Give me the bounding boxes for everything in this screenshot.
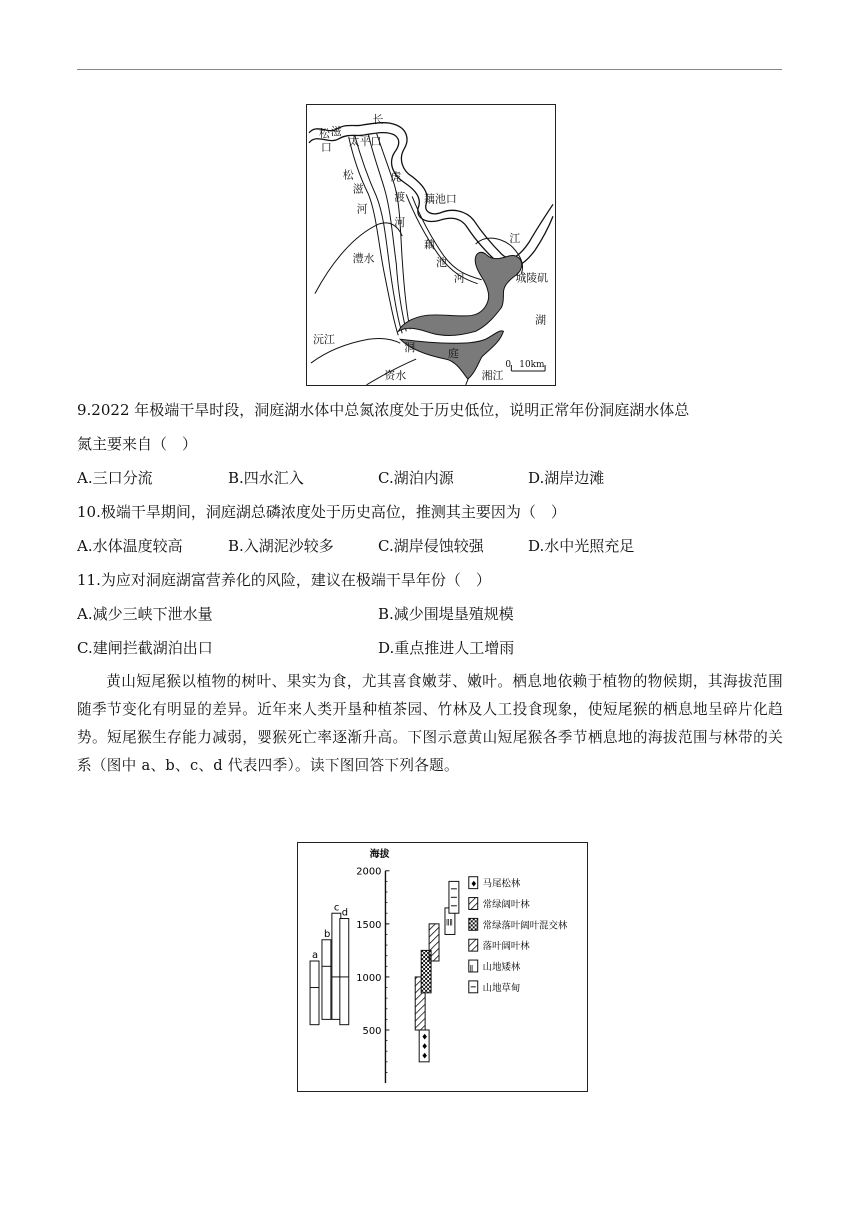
question-10-line1: 10.极端干旱期间，洞庭湖总磷浓度处于历史高位，推测其主要因为（ ） <box>77 503 566 521</box>
scale-zero: 0 <box>505 360 512 371</box>
label-song: 松 <box>342 168 354 182</box>
legend-label-1: 常绿阔叶林 <box>482 899 530 911</box>
season-bar-d <box>340 919 349 1025</box>
shrub-mark: ǁǁ <box>445 918 453 927</box>
label-taipingkou: 太平口 <box>348 134 382 148</box>
dongting-lake-map <box>306 104 556 386</box>
label-songzikou-2: 滋 <box>330 124 342 138</box>
pine-mark: ♦ <box>421 1051 429 1061</box>
pine-mark: ♦ <box>421 1041 429 1051</box>
label-dong: 洞 <box>404 341 416 355</box>
season-bar-a <box>310 961 319 1025</box>
label-yuanjiang: 沅江 <box>312 333 335 347</box>
q10-option-d: D.水中光照充足 <box>528 537 635 555</box>
passage <box>77 668 783 780</box>
label-hu-lake: 湖 <box>535 313 547 327</box>
label-songzikou-3: 口 <box>320 140 332 154</box>
legend-label-4: 山地矮林 <box>482 961 521 973</box>
q10-option-c: C.湖岸侵蚀较强 <box>378 537 484 555</box>
label-he3: 河 <box>453 271 465 285</box>
q9-option-a: A.三口分流 <box>77 469 153 487</box>
season-label-a: a <box>312 950 319 962</box>
legend-pine-mark: ♦ <box>470 879 478 889</box>
legend-swatch-1 <box>469 898 478 910</box>
legend-swatch-3 <box>469 939 478 951</box>
q10-option-b: B.入湖泥沙较多 <box>228 537 334 555</box>
y-tick-label: 2000 <box>356 866 382 878</box>
label-hu: 虎 <box>390 170 402 184</box>
legend-swatch-2 <box>469 918 478 930</box>
map-svg <box>307 105 555 385</box>
forest-belt-3 <box>429 924 439 961</box>
legend-label-2: 常绿落叶阔叶混交林 <box>482 920 568 932</box>
q11-option-b: B.减少围堤垦殖规模 <box>378 605 514 623</box>
altitude-chart <box>297 842 588 1092</box>
label-xiangjiang: 湘江 <box>481 368 504 382</box>
season-label-d: d <box>341 907 349 919</box>
label-zishui: 资水 <box>384 368 407 382</box>
q11-option-c: C.建闸拦截湖泊出口 <box>77 639 213 657</box>
label-lishui: 澧水 <box>352 251 375 265</box>
label-ou: 藕 <box>424 237 435 251</box>
label-ting: 庭 <box>447 347 459 361</box>
scale-km: 10km <box>519 360 545 371</box>
header-rule <box>77 69 782 70</box>
season-label-c: c <box>333 902 340 914</box>
label-ouchikou: 藕池口 <box>424 192 457 206</box>
y-tick-label: 500 <box>362 1025 382 1037</box>
passage-text: 黄山短尾猴以植物的树叶、果实为食，尤其喜食嫩芽、嫩叶。栖息地依赖于植物的物候期，其海拔范围随季节变化有明显的差异。近年来人类开垦种植茶园、竹林及人工投食现象，使短尾猴的栖息地呈碎片化趋势。短尾猴生存能力减弱，婴猴死亡率逐渐升高。下图示意黄山短尾猴各季节栖息地的海拔范围与林带的关系（图中 a、b、c、d 代表四季）。读下图回答下列各题。 <box>77 673 783 774</box>
q9-option-b: B.四水汇入 <box>228 469 304 487</box>
q11-option-d: D.重点推进人工增雨 <box>378 639 515 657</box>
legend-label-5: 山地草甸 <box>482 982 521 994</box>
label-jiang: 江 <box>509 232 521 246</box>
chart-title: 海拔 <box>369 848 390 860</box>
legend-label-0: 马尾松林 <box>482 878 521 890</box>
pine-mark: ♦ <box>421 1032 429 1042</box>
y-tick-label: 1000 <box>356 972 382 984</box>
label-chang: 长 <box>372 112 384 126</box>
y-tick-label: 1500 <box>356 919 382 931</box>
label-du: 渡 <box>394 190 406 204</box>
season-label-b: b <box>323 928 331 940</box>
label-zi: 滋 <box>352 182 364 196</box>
label-chi: 池 <box>435 255 447 269</box>
q9-option-d: D.湖岸边滩 <box>528 469 605 487</box>
label-he1: 河 <box>356 202 368 216</box>
label-chenglingji: 城陵矶 <box>515 271 549 285</box>
label-he2: 河 <box>394 216 406 230</box>
q10-option-a: A.水体温度较高 <box>77 537 183 555</box>
chart-svg <box>298 843 587 1091</box>
legend-shrub-mark: ǁ <box>469 963 474 972</box>
question-9-line1: 9.2022 年极端干旱时段，洞庭湖水体中总氮浓度处于历史低位，说明正常年份洞庭湖水体总 <box>77 401 690 419</box>
question-9-line2: 氮主要来自（ ） <box>77 435 198 453</box>
q11-option-a: A.减少三峡下泄水量 <box>77 605 213 623</box>
label-songzikou-1: 松 <box>318 126 330 140</box>
q9-option-c: C.湖泊内源 <box>378 469 454 487</box>
question-11-line1: 11.为应对洞庭湖富营养化的风险，建议在极端干旱年份（ ） <box>77 571 491 589</box>
legend-label-3: 落叶阔叶林 <box>482 941 530 953</box>
season-bar-b <box>322 940 331 1020</box>
